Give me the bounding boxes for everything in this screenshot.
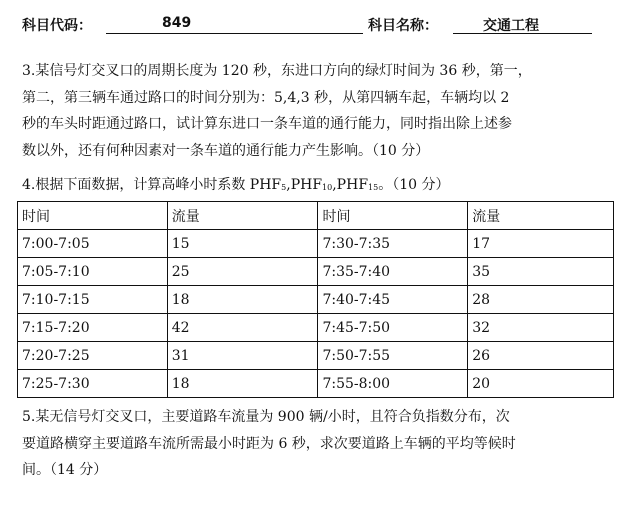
q4-sep: ,PHF [286, 177, 323, 193]
table-header-cell: 流量 [167, 202, 318, 230]
table-cell: 18 [167, 370, 318, 398]
table-row [18, 342, 614, 370]
question-5-line: 5.某无信号灯交叉口，主要道路车流量为 900 辆/小时，且符合负指数分布，次 [22, 409, 510, 425]
table-row [18, 370, 614, 398]
table-row [18, 258, 614, 286]
table-row [18, 314, 614, 342]
q4-sep: ,PHF [332, 177, 369, 193]
table-header-cell: 时间 [318, 202, 468, 230]
table-header-row [18, 202, 614, 230]
table-cell: 7:15-7:20 [18, 314, 168, 342]
table-row [18, 230, 614, 258]
table-cell: 7:10-7:15 [18, 286, 168, 314]
exam-header [22, 12, 592, 36]
q4-title-prefix: 4.根据下面数据，计算高峰小时系数 PHF [22, 177, 282, 193]
table-cell: 7:35-7:40 [318, 258, 468, 286]
question-5 [22, 404, 618, 484]
table-cell: 7:45-7:50 [318, 314, 468, 342]
table-cell: 32 [468, 314, 614, 342]
table-cell: 7:05-7:10 [18, 258, 168, 286]
traffic-volume-table [17, 201, 614, 398]
subject-code-value: 849 [106, 15, 363, 34]
table-cell: 42 [167, 314, 318, 342]
q4-subscript-5: 5 [281, 183, 287, 192]
question-3 [22, 58, 618, 164]
q4-subscript-10: 10 [322, 183, 333, 192]
table-cell: 7:40-7:45 [318, 286, 468, 314]
subject-code-label: 科目代码： [22, 18, 92, 34]
table-row [18, 286, 614, 314]
table-header-cell: 时间 [18, 202, 168, 230]
table-cell: 20 [468, 370, 614, 398]
question-3-line: 第二，第三辆车通过路口的时间分别为：5,4,3 秒，从第四辆车起，车辆均以 2 [22, 89, 510, 106]
table-cell: 7:50-7:55 [318, 342, 468, 370]
table-cell: 18 [167, 286, 318, 314]
table-cell: 25 [167, 258, 318, 286]
table-cell: 35 [468, 258, 614, 286]
question-3-line: 秒的车头时距通过路口，试计算东进口一条车道的通行能力，同时指出除上述参 [22, 116, 512, 132]
table-cell: 7:30-7:35 [318, 230, 468, 258]
table-cell: 26 [468, 342, 614, 370]
table-cell: 31 [167, 342, 318, 370]
subject-name-label: 科目名称： [368, 18, 438, 34]
q4-title-suffix: 。（10 分） [378, 177, 450, 193]
table-cell: 7:20-7:25 [18, 342, 168, 370]
table-cell: 15 [167, 230, 318, 258]
table-cell: 17 [468, 230, 614, 258]
table-cell: 7:00-7:05 [18, 230, 168, 258]
table-cell: 7:25-7:30 [18, 370, 168, 398]
table-header-cell: 流量 [468, 202, 614, 230]
table-cell: 28 [468, 286, 614, 314]
question-4-title [22, 172, 618, 202]
table-cell: 7:55-8:00 [318, 370, 468, 398]
question-3-line: 3.某信号灯交叉口的周期长度为 120 秒，东进口方向的绿灯时间为 36 秒，第一， [22, 63, 532, 79]
subject-name-value: 交通工程 [453, 15, 592, 34]
question-5-line: 要道路横穿主要道路车流所需最小时距为 6 秒，求次要道路上车辆的平均等候时 [22, 435, 516, 452]
question-3-line: 数以外，还有何种因素对一条车道的通行能力产生影响。（10 分） [22, 142, 430, 159]
q4-subscript-15: 15 [368, 183, 379, 192]
question-4-title-line [22, 172, 618, 202]
question-5-line: 间。（14 分） [22, 462, 108, 478]
